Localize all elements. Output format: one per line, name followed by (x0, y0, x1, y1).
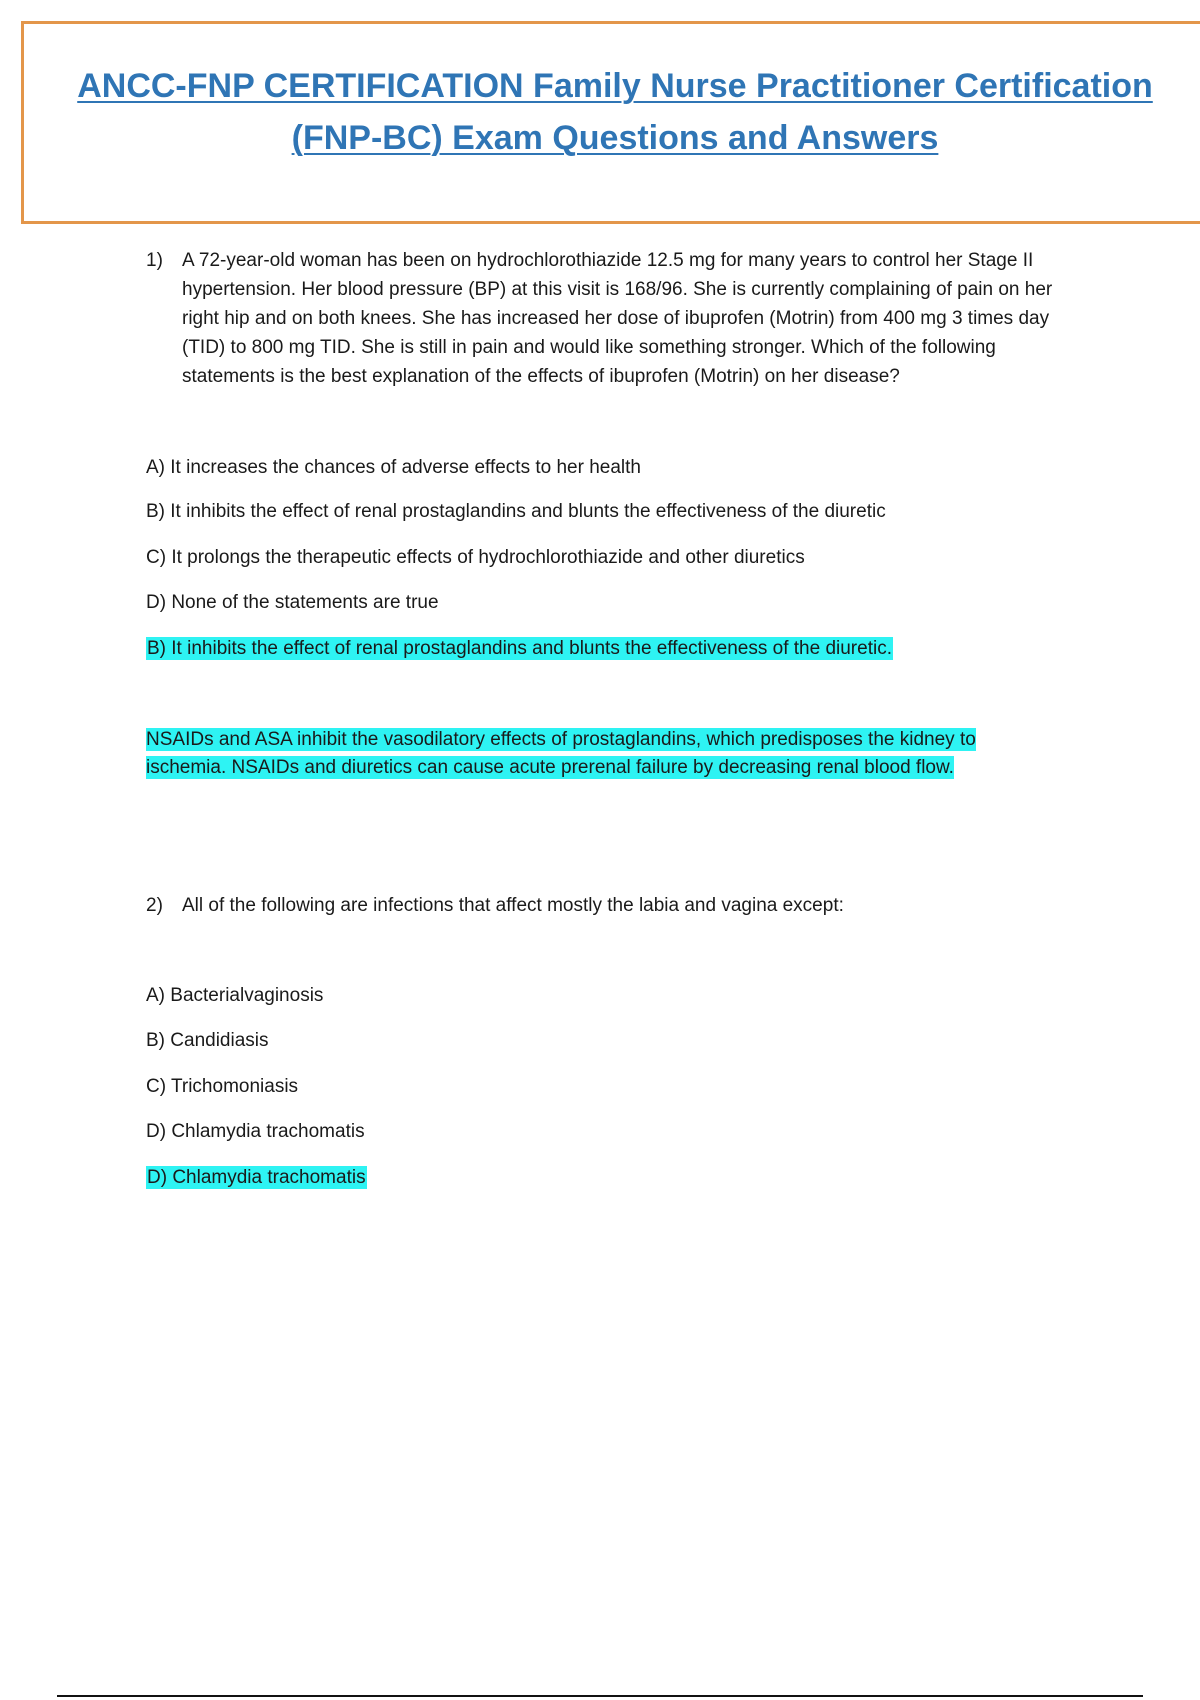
option-c: C) It prolongs the therapeutic effects of hydrochlorothiazide and other diuretics (146, 547, 805, 568)
document-title: ANCC-FNP CERTIFICATION Family Nurse Practitioner Certification (FNP-BC) Exam Questions and Answers (77, 67, 1153, 157)
explanation-text: NSAIDs and ASA inhibit the vasodilatory effects of prostaglandins, which predisposes the kidney to ischemia. NSAIDs and diuretics can cause acute prerenal failure by decreasing renal blood flow. (146, 729, 976, 778)
answer-highlight: B) It inhibits the effect of renal prostaglandins and blunts the effectiveness of the diuretic. (147, 638, 892, 659)
question-2 (146, 891, 1086, 920)
footer-divider (57, 1695, 1143, 1697)
question-number: 2) (146, 895, 163, 916)
option-b: B) It inhibits the effect of renal prostaglandins and blunts the effectiveness of the diuretic (146, 501, 886, 522)
option-a: A) Bacterialvaginosis (146, 985, 324, 1006)
question-text: A 72-year-old woman has been on hydrochlorothiazide 12.5 mg for many years to control her Stage II hypertension. Her blood pressure (BP) at this visit is 168/96. She is currently complaining of pain on her right hip and on both knees. She has increased her dose of ibuprofen (Motrin) from 400 mg 3 times day (TID) to 800 mg TID. She is still in pain and would like something stronger. Which of the following statements is the best explanation of the effects of ibuprofen (Motrin) on her disease? (182, 250, 1053, 387)
explanation-1 (146, 726, 1046, 782)
answer-highlight: D) Chlamydia trachomatis (147, 1167, 366, 1188)
option-d: D) Chlamydia trachomatis (146, 1121, 365, 1142)
option-d: D) None of the statements are true (146, 592, 439, 613)
question-number: 1) (146, 250, 163, 271)
answer-2 (146, 1165, 367, 1191)
question-text: All of the following are infections that affect mostly the labia and vagina except: (182, 895, 844, 916)
option-b: B) Candidiasis (146, 1030, 269, 1051)
option-a: A) It increases the chances of adverse effects to her health (146, 457, 641, 478)
question-1 (146, 246, 1086, 391)
answer-1 (146, 636, 893, 662)
option-c: C) Trichomoniasis (146, 1076, 299, 1097)
